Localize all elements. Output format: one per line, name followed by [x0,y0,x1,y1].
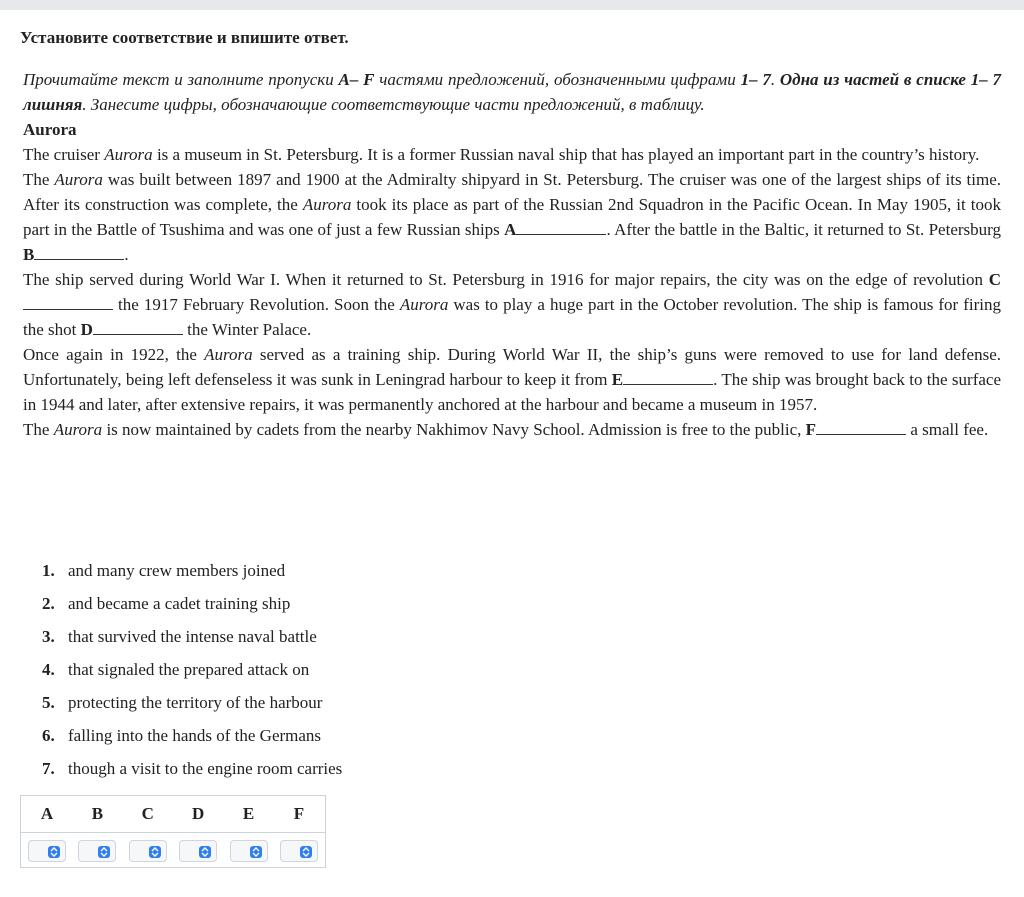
paragraph-3: The ship served during World War I. When it returned to St. Petersburg in 1916 for major repairs, the city was on the edge of revolution C the 1917 February Revolution. Soon the Aurora was to play a huge part in the October revolution. The ship is famous for firing the shot D the Winter Palace. [23,270,1001,339]
column-header-c: C [141,804,154,823]
column-header-a: A [40,804,54,823]
updown-chevron-icon [98,846,110,858]
updown-chevron-icon [149,846,161,858]
column-header-d: D [192,804,205,823]
list-item: 4. that signaled the prepared attack on [42,659,310,679]
answer-table-header [21,796,325,833]
list-item: 5. protecting the territory of the harbour [42,692,323,712]
updown-chevron-icon [48,846,60,858]
answer-table [20,795,326,868]
options-list [42,554,342,785]
gap-label-f: F [805,420,817,439]
paragraph-1: The cruiser Aurora is a museum in St. Petersburg. It is a former Russian naval ship that has played an important part in the country’s history. [23,145,980,164]
answer-select-c[interactable] [129,840,167,862]
updown-chevron-icon [300,846,312,858]
gap-e [623,368,713,385]
gap-label-e: E [611,370,624,389]
gap-label-d: D [80,320,93,339]
gap-a [516,218,606,235]
column-header-f: F [293,804,305,823]
gap-label-b: B [23,245,35,264]
gap-b [34,243,124,260]
paragraph-2: The Aurora was built between 1897 and 1900 at the Admiralty shipyard in St. Petersburg. The cruiser was one of the largest ships of its time. After its construction was complete, the Aurora took its place as part of the Russian 2nd Squadron in the Pacific Ocean. In May 1905, it took part in the Battle of Tsushima and was one of just a few Russian ships A . After the battle in the Baltic, it returned to St. Petersburg B . [23,170,1002,264]
answer-select-d[interactable] [179,840,217,862]
answer-select-e[interactable] [230,840,268,862]
text-title: Aurora [23,120,77,139]
column-header-b: B [91,804,104,823]
answer-table-row [21,833,325,869]
paragraph-4: Once again in 1922, the Aurora served as a training ship. During World War II, the ship’s guns were removed to use for land defense. Unfortunately, being left defenseless it was sunk in Leningrad harbour to keep it from E . The ship was brought back to the surface in 1944 and later, after extensive repairs, it was permanently anchored at the harbour and became a museum in 1957. [23,345,1001,414]
updown-chevron-icon [250,846,262,858]
top-bar [0,0,1024,10]
updown-chevron-icon [199,846,211,858]
list-item: 3. that survived the intense naval battle [42,626,317,646]
answer-select-a[interactable] [28,840,66,862]
gap-label-a: A [504,220,517,239]
list-item: 2. and became a cadet training ship [42,593,291,613]
answer-select-b[interactable] [78,840,116,862]
task-content [23,67,1001,442]
column-header-e: E [242,804,255,823]
task-header: Установите соответствие и впишите ответ. [20,28,349,47]
gap-d [93,318,183,335]
gap-f [816,418,906,435]
list-item: 6. falling into the hands of the Germans [42,725,322,745]
list-item: 7. though a visit to the engine room carries [42,758,343,778]
instruction: Прочитайте текст и заполните пропуски A– F частями предложений, обозначенными цифрами 1– 7. Одна из частей в списке 1– 7 лишняя. Занесите цифры, обозначающие соответствующие части предложений, в таблицу. [23,70,1002,114]
gap-c [23,293,113,310]
gap-label-c: C [988,270,1001,289]
paragraph-5: The Aurora is now maintained by cadets from the nearby Nakhimov Navy School. Admission is free to the public, F a small fee. [23,420,989,439]
answer-select-f[interactable] [280,840,318,862]
list-item: 1. and many crew members joined [42,560,286,580]
